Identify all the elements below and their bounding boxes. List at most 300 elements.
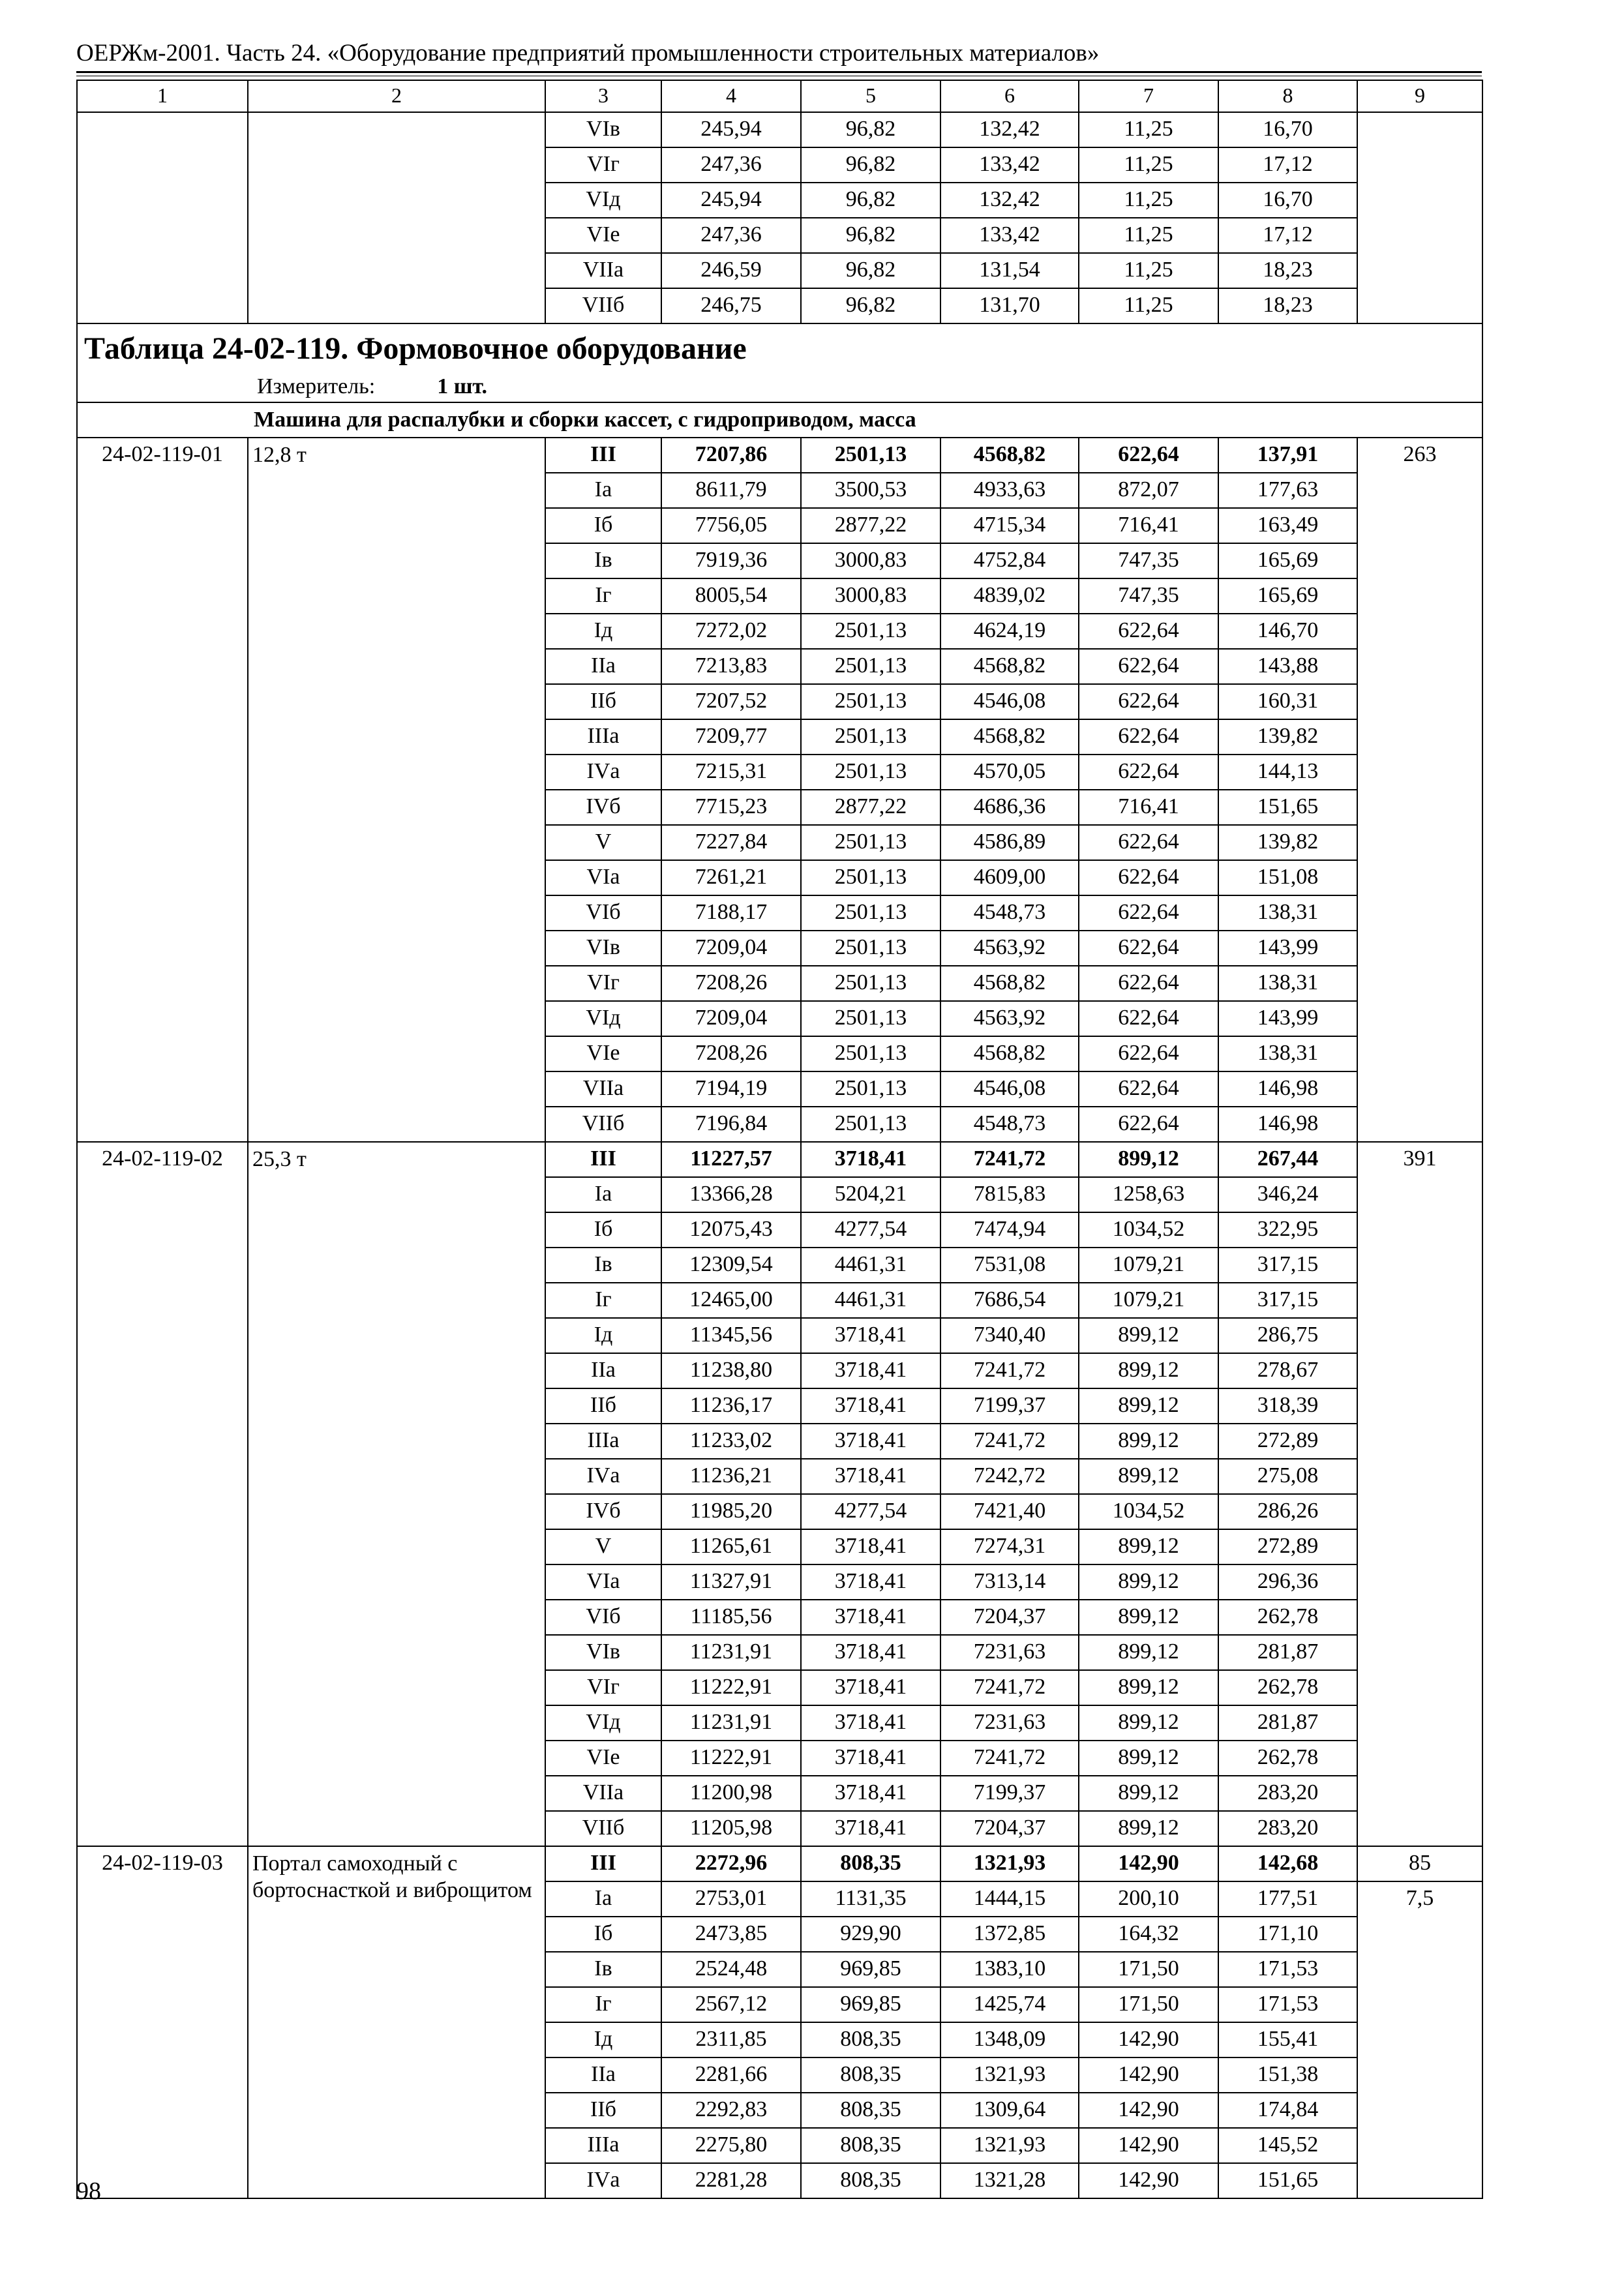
value-cell: 137,91 xyxy=(1218,438,1357,473)
value-cell: 4546,08 xyxy=(940,684,1079,719)
value-cell: 1079,21 xyxy=(1079,1283,1218,1318)
group-title: Машина для распалубки и сборки кассет, с гидроприводом, масса xyxy=(77,402,1482,438)
value-cell: 1131,35 xyxy=(801,1881,940,1917)
measure-line xyxy=(84,374,1475,399)
value-cell: 7231,63 xyxy=(940,1705,1079,1741)
value-cell: 7421,40 xyxy=(940,1494,1079,1529)
region-cell: IVб xyxy=(545,1494,661,1529)
item-code: 24-02-119-03 xyxy=(77,1846,248,2198)
value-cell: 808,35 xyxy=(801,2163,940,2198)
region-cell: VIд xyxy=(545,183,661,218)
value-cell: 7209,04 xyxy=(661,1001,801,1036)
value-cell: 281,87 xyxy=(1218,1635,1357,1670)
value-cell: 11,25 xyxy=(1079,112,1218,147)
item-code: 24-02-119-02 xyxy=(77,1142,248,1846)
value-cell: 2501,13 xyxy=(801,755,940,790)
value-cell: 4586,89 xyxy=(940,825,1079,860)
value-cell: 142,90 xyxy=(1079,2163,1218,2198)
value-cell: 16,70 xyxy=(1218,183,1357,218)
value-cell: 3718,41 xyxy=(801,1424,940,1459)
value-cell: 4546,08 xyxy=(940,1071,1079,1107)
col9-cell xyxy=(1357,112,1482,323)
value-cell: 142,90 xyxy=(1079,2093,1218,2128)
region-cell: Iв xyxy=(545,1248,661,1283)
value-cell: 3718,41 xyxy=(801,1811,940,1846)
value-cell: 7199,37 xyxy=(940,1776,1079,1811)
value-cell: 7919,36 xyxy=(661,543,801,578)
value-cell: 7208,26 xyxy=(661,966,801,1001)
value-cell: 4752,84 xyxy=(940,543,1079,578)
value-cell: 143,99 xyxy=(1218,1001,1357,1036)
value-cell: 96,82 xyxy=(801,183,940,218)
value-cell: 11236,21 xyxy=(661,1459,801,1494)
value-cell: 11238,80 xyxy=(661,1353,801,1388)
value-cell: 13366,28 xyxy=(661,1177,801,1212)
table-body xyxy=(77,80,1482,2198)
value-cell: 146,98 xyxy=(1218,1107,1357,1142)
value-cell: 3718,41 xyxy=(801,1705,940,1741)
region-cell: IIб xyxy=(545,1388,661,1424)
value-cell: 899,12 xyxy=(1079,1564,1218,1600)
value-cell: 7215,31 xyxy=(661,755,801,790)
value-cell: 4609,00 xyxy=(940,860,1079,895)
column-number-row xyxy=(77,80,1482,112)
value-cell: 899,12 xyxy=(1079,1776,1218,1811)
value-cell: 267,44 xyxy=(1218,1142,1357,1177)
value-cell: 11236,17 xyxy=(661,1388,801,1424)
region-cell: Iд xyxy=(545,614,661,649)
value-cell: 138,31 xyxy=(1218,1036,1357,1071)
value-cell: 11222,91 xyxy=(661,1741,801,1776)
region-cell: VIв xyxy=(545,112,661,147)
value-cell: 171,53 xyxy=(1218,1987,1357,2022)
value-cell: 808,35 xyxy=(801,1846,940,1881)
code-cell xyxy=(77,112,248,323)
value-cell: 155,41 xyxy=(1218,2022,1357,2057)
value-cell: 2753,01 xyxy=(661,1881,801,1917)
value-cell: 3718,41 xyxy=(801,1388,940,1424)
value-cell: 622,64 xyxy=(1079,684,1218,719)
value-cell: 142,90 xyxy=(1079,2022,1218,2057)
value-cell: 7199,37 xyxy=(940,1388,1079,1424)
region-cell: VIб xyxy=(545,895,661,931)
value-cell: 171,10 xyxy=(1218,1917,1357,1952)
value-cell: 2501,13 xyxy=(801,1001,940,1036)
value-cell: 272,89 xyxy=(1218,1529,1357,1564)
value-cell: 899,12 xyxy=(1079,1670,1218,1705)
running-header: ОЕРЖм-2001. Часть 24. «Оборудование предприятий промышленности строительных материалов» xyxy=(76,40,1100,67)
value-cell: 969,85 xyxy=(801,1952,940,1987)
value-cell: 1321,93 xyxy=(940,2057,1079,2093)
value-cell: 899,12 xyxy=(1079,1811,1218,1846)
value-cell: 318,39 xyxy=(1218,1388,1357,1424)
region-cell: VIIа xyxy=(545,253,661,288)
value-cell: 7204,37 xyxy=(940,1600,1079,1635)
region-cell: V xyxy=(545,1529,661,1564)
value-cell: 872,07 xyxy=(1079,473,1218,508)
value-cell: 171,53 xyxy=(1218,1952,1357,1987)
value-cell: 4568,82 xyxy=(940,719,1079,755)
value-cell: 4563,92 xyxy=(940,1001,1079,1036)
value-cell: 346,24 xyxy=(1218,1177,1357,1212)
value-cell: 1444,15 xyxy=(940,1881,1079,1917)
value-cell: 3718,41 xyxy=(801,1459,940,1494)
region-cell: Iг xyxy=(545,578,661,614)
value-cell: 2501,13 xyxy=(801,438,940,473)
value-cell: 622,64 xyxy=(1079,895,1218,931)
value-cell: 3718,41 xyxy=(801,1776,940,1811)
value-cell: 7213,83 xyxy=(661,649,801,684)
region-cell: VIг xyxy=(545,147,661,183)
region-cell: IVа xyxy=(545,2163,661,2198)
value-cell: 12309,54 xyxy=(661,1248,801,1283)
item-description: 12,8 т xyxy=(248,438,545,1142)
region-cell: Iв xyxy=(545,543,661,578)
region-cell: IVа xyxy=(545,1459,661,1494)
region-cell: III xyxy=(545,1142,661,1177)
value-cell: 622,64 xyxy=(1079,860,1218,895)
value-cell: 2567,12 xyxy=(661,1987,801,2022)
table-row xyxy=(77,1142,1482,1177)
region-cell: VIа xyxy=(545,860,661,895)
value-cell: 286,75 xyxy=(1218,1318,1357,1353)
table-title-row xyxy=(77,323,1482,402)
value-cell: 17,12 xyxy=(1218,147,1357,183)
value-cell: 132,42 xyxy=(940,183,1079,218)
value-cell: 7241,72 xyxy=(940,1142,1079,1177)
value-cell: 7241,72 xyxy=(940,1424,1079,1459)
value-cell: 163,49 xyxy=(1218,508,1357,543)
region-cell: VIIа xyxy=(545,1071,661,1107)
value-cell: 2524,48 xyxy=(661,1952,801,1987)
value-cell: 200,10 xyxy=(1079,1881,1218,1917)
region-cell: IVб xyxy=(545,790,661,825)
value-cell: 622,64 xyxy=(1079,438,1218,473)
col9-cell: 263 xyxy=(1357,438,1482,1142)
value-cell: 7686,54 xyxy=(940,1283,1079,1318)
value-cell: 142,90 xyxy=(1079,2057,1218,2093)
value-cell: 2501,13 xyxy=(801,860,940,895)
region-cell: V xyxy=(545,825,661,860)
value-cell: 131,54 xyxy=(940,253,1079,288)
value-cell: 7188,17 xyxy=(661,895,801,931)
value-cell: 3718,41 xyxy=(801,1529,940,1564)
value-cell: 96,82 xyxy=(801,253,940,288)
value-cell: 4461,31 xyxy=(801,1283,940,1318)
value-cell: 11,25 xyxy=(1079,147,1218,183)
region-cell: IIа xyxy=(545,1353,661,1388)
region-cell: VIе xyxy=(545,1036,661,1071)
value-cell: 11233,02 xyxy=(661,1424,801,1459)
value-cell: 2877,22 xyxy=(801,508,940,543)
value-cell: 4568,82 xyxy=(940,1036,1079,1071)
region-cell: IIб xyxy=(545,684,661,719)
region-cell: Iв xyxy=(545,1952,661,1987)
value-cell: 7241,72 xyxy=(940,1353,1079,1388)
region-cell: IIа xyxy=(545,649,661,684)
value-cell: 7715,23 xyxy=(661,790,801,825)
value-cell: 142,90 xyxy=(1079,2128,1218,2163)
region-cell: IVа xyxy=(545,755,661,790)
value-cell: 11205,98 xyxy=(661,1811,801,1846)
region-cell: VIа xyxy=(545,1564,661,1600)
value-cell: 4277,54 xyxy=(801,1212,940,1248)
value-cell: 142,90 xyxy=(1079,1846,1218,1881)
region-cell: IIIа xyxy=(545,719,661,755)
value-cell: 286,26 xyxy=(1218,1494,1357,1529)
value-cell: 2275,80 xyxy=(661,2128,801,2163)
value-cell: 131,70 xyxy=(940,288,1079,323)
value-cell: 1321,93 xyxy=(940,1846,1079,1881)
table-title: Таблица 24-02-119. Формовочное оборудование xyxy=(84,331,747,366)
value-cell: 2501,13 xyxy=(801,1036,940,1071)
column-number: 5 xyxy=(801,80,940,112)
value-cell: 1383,10 xyxy=(940,1952,1079,1987)
value-cell: 622,64 xyxy=(1079,966,1218,1001)
region-cell: Iб xyxy=(545,1212,661,1248)
region-cell: VIе xyxy=(545,218,661,253)
value-cell: 171,50 xyxy=(1079,1987,1218,2022)
value-cell: 7756,05 xyxy=(661,508,801,543)
region-cell: VIд xyxy=(545,1001,661,1036)
value-cell: 151,08 xyxy=(1218,860,1357,895)
value-cell: 11200,98 xyxy=(661,1776,801,1811)
value-cell: 2501,13 xyxy=(801,1071,940,1107)
table-title-cell xyxy=(77,323,1482,402)
value-cell: 4568,82 xyxy=(940,438,1079,473)
value-cell: 2272,96 xyxy=(661,1846,801,1881)
column-number: 9 xyxy=(1357,80,1482,112)
value-cell: 3500,53 xyxy=(801,473,940,508)
value-cell: 275,08 xyxy=(1218,1459,1357,1494)
value-cell: 7209,77 xyxy=(661,719,801,755)
header-rule xyxy=(76,71,1482,73)
value-cell: 18,23 xyxy=(1218,253,1357,288)
value-cell: 1321,28 xyxy=(940,2163,1079,2198)
value-cell: 283,20 xyxy=(1218,1811,1357,1846)
value-cell: 177,51 xyxy=(1218,1881,1357,1917)
value-cell: 11265,61 xyxy=(661,1529,801,1564)
value-cell: 143,99 xyxy=(1218,931,1357,966)
value-cell: 808,35 xyxy=(801,2128,940,2163)
value-cell: 7207,52 xyxy=(661,684,801,719)
value-cell: 622,64 xyxy=(1079,931,1218,966)
value-cell: 622,64 xyxy=(1079,719,1218,755)
value-cell: 1258,63 xyxy=(1079,1177,1218,1212)
region-cell: Iг xyxy=(545,1987,661,2022)
region-cell: VIв xyxy=(545,931,661,966)
col9-cell: 391 xyxy=(1357,1142,1482,1846)
value-cell: 151,65 xyxy=(1218,790,1357,825)
value-cell: 2501,13 xyxy=(801,895,940,931)
value-cell: 11222,91 xyxy=(661,1670,801,1705)
value-cell: 3718,41 xyxy=(801,1741,940,1776)
value-cell: 3718,41 xyxy=(801,1142,940,1177)
value-cell: 1372,85 xyxy=(940,1917,1079,1952)
value-cell: 165,69 xyxy=(1218,543,1357,578)
region-cell: VIIб xyxy=(545,1107,661,1142)
value-cell: 899,12 xyxy=(1079,1705,1218,1741)
region-cell: VIе xyxy=(545,1741,661,1776)
value-cell: 716,41 xyxy=(1079,790,1218,825)
value-cell: 1034,52 xyxy=(1079,1494,1218,1529)
value-cell: 899,12 xyxy=(1079,1424,1218,1459)
value-cell: 4461,31 xyxy=(801,1248,940,1283)
region-cell: VIIа xyxy=(545,1776,661,1811)
value-cell: 8005,54 xyxy=(661,578,801,614)
value-cell: 278,67 xyxy=(1218,1353,1357,1388)
value-cell: 2292,83 xyxy=(661,2093,801,2128)
item-code: 24-02-119-01 xyxy=(77,438,248,1142)
value-cell: 7474,94 xyxy=(940,1212,1079,1248)
value-cell: 17,12 xyxy=(1218,218,1357,253)
value-cell: 4548,73 xyxy=(940,895,1079,931)
page-number: 98 xyxy=(76,2177,101,2205)
value-cell: 899,12 xyxy=(1079,1529,1218,1564)
value-cell: 139,82 xyxy=(1218,719,1357,755)
value-cell: 808,35 xyxy=(801,2057,940,2093)
value-cell: 1321,93 xyxy=(940,2128,1079,2163)
value-cell: 1309,64 xyxy=(940,2093,1079,2128)
value-cell: 2501,13 xyxy=(801,966,940,1001)
value-cell: 1079,21 xyxy=(1079,1248,1218,1283)
value-cell: 7340,40 xyxy=(940,1318,1079,1353)
value-cell: 5204,21 xyxy=(801,1177,940,1212)
value-cell: 317,15 xyxy=(1218,1248,1357,1283)
value-cell: 262,78 xyxy=(1218,1670,1357,1705)
value-cell: 7261,21 xyxy=(661,860,801,895)
value-cell: 4715,34 xyxy=(940,508,1079,543)
value-cell: 622,64 xyxy=(1079,1071,1218,1107)
value-cell: 151,65 xyxy=(1218,2163,1357,2198)
value-cell: 245,94 xyxy=(661,112,801,147)
value-cell: 151,38 xyxy=(1218,2057,1357,2093)
value-cell: 11,25 xyxy=(1079,183,1218,218)
value-cell: 246,75 xyxy=(661,288,801,323)
value-cell: 2501,13 xyxy=(801,684,940,719)
value-cell: 11985,20 xyxy=(661,1494,801,1529)
value-cell: 283,20 xyxy=(1218,1776,1357,1811)
region-cell: VIб xyxy=(545,1600,661,1635)
value-cell: 4563,92 xyxy=(940,931,1079,966)
value-cell: 18,23 xyxy=(1218,288,1357,323)
table-row xyxy=(77,1846,1482,1881)
region-cell: III xyxy=(545,1846,661,1881)
value-cell: 164,32 xyxy=(1079,1917,1218,1952)
value-cell: 133,42 xyxy=(940,218,1079,253)
region-cell: VIд xyxy=(545,1705,661,1741)
value-cell: 622,64 xyxy=(1079,825,1218,860)
column-number: 7 xyxy=(1079,80,1218,112)
value-cell: 262,78 xyxy=(1218,1600,1357,1635)
value-cell: 899,12 xyxy=(1079,1635,1218,1670)
value-cell: 3718,41 xyxy=(801,1564,940,1600)
value-cell: 899,12 xyxy=(1079,1388,1218,1424)
value-cell: 160,31 xyxy=(1218,684,1357,719)
region-cell: IIб xyxy=(545,2093,661,2128)
value-cell: 7231,63 xyxy=(940,1635,1079,1670)
value-cell: 272,89 xyxy=(1218,1424,1357,1459)
value-cell: 322,95 xyxy=(1218,1212,1357,1248)
value-cell: 7241,72 xyxy=(940,1670,1079,1705)
value-cell: 11185,56 xyxy=(661,1600,801,1635)
value-cell: 7207,86 xyxy=(661,438,801,473)
value-cell: 969,85 xyxy=(801,1987,940,2022)
value-cell: 7241,72 xyxy=(940,1741,1079,1776)
column-number: 2 xyxy=(248,80,545,112)
value-cell: 247,36 xyxy=(661,147,801,183)
measure-label: Измеритель: xyxy=(257,374,376,398)
region-cell: Iб xyxy=(545,508,661,543)
value-cell: 132,42 xyxy=(940,112,1079,147)
value-cell: 4839,02 xyxy=(940,578,1079,614)
value-cell: 11,25 xyxy=(1079,253,1218,288)
value-cell: 96,82 xyxy=(801,218,940,253)
region-cell: Iб xyxy=(545,1917,661,1952)
value-cell: 146,98 xyxy=(1218,1071,1357,1107)
value-cell: 245,94 xyxy=(661,183,801,218)
value-cell: 4548,73 xyxy=(940,1107,1079,1142)
value-cell: 929,90 xyxy=(801,1917,940,1952)
value-cell: 138,31 xyxy=(1218,966,1357,1001)
value-cell: 3718,41 xyxy=(801,1318,940,1353)
table-row xyxy=(77,438,1482,473)
value-cell: 7227,84 xyxy=(661,825,801,860)
value-cell: 7272,02 xyxy=(661,614,801,649)
value-cell: 1348,09 xyxy=(940,2022,1079,2057)
value-cell: 247,36 xyxy=(661,218,801,253)
value-cell: 622,64 xyxy=(1079,1001,1218,1036)
value-cell: 899,12 xyxy=(1079,1353,1218,1388)
value-cell: 7208,26 xyxy=(661,1036,801,1071)
value-cell: 246,59 xyxy=(661,253,801,288)
value-cell: 7196,84 xyxy=(661,1107,801,1142)
value-cell: 4686,36 xyxy=(940,790,1079,825)
col9-cell: 7,5 xyxy=(1357,1881,1482,2198)
value-cell: 622,64 xyxy=(1079,755,1218,790)
region-cell: Iа xyxy=(545,1881,661,1917)
value-cell: 2501,13 xyxy=(801,649,940,684)
value-cell: 4277,54 xyxy=(801,1494,940,1529)
value-cell: 171,50 xyxy=(1079,1952,1218,1987)
region-cell: Iа xyxy=(545,1177,661,1212)
region-cell: VIг xyxy=(545,1670,661,1705)
region-cell: III xyxy=(545,438,661,473)
value-cell: 96,82 xyxy=(801,112,940,147)
value-cell: 11,25 xyxy=(1079,288,1218,323)
value-cell: 142,68 xyxy=(1218,1846,1357,1881)
value-cell: 143,88 xyxy=(1218,649,1357,684)
value-cell: 622,64 xyxy=(1079,1107,1218,1142)
desc-cell xyxy=(248,112,545,323)
region-cell: VIв xyxy=(545,1635,661,1670)
value-cell: 8611,79 xyxy=(661,473,801,508)
value-cell: 2501,13 xyxy=(801,614,940,649)
value-cell: 139,82 xyxy=(1218,825,1357,860)
group-title-row xyxy=(77,402,1482,438)
region-cell: Iг xyxy=(545,1283,661,1318)
value-cell: 899,12 xyxy=(1079,1318,1218,1353)
value-cell: 622,64 xyxy=(1079,1036,1218,1071)
value-cell: 2877,22 xyxy=(801,790,940,825)
region-cell: VIIб xyxy=(545,288,661,323)
item-description: Портал самоходный с бортоснасткой и виброщитом xyxy=(248,1846,545,2198)
value-cell: 7815,83 xyxy=(940,1177,1079,1212)
value-cell: 3000,83 xyxy=(801,578,940,614)
region-cell: Iд xyxy=(545,1318,661,1353)
value-cell: 716,41 xyxy=(1079,508,1218,543)
value-cell: 7209,04 xyxy=(661,931,801,966)
